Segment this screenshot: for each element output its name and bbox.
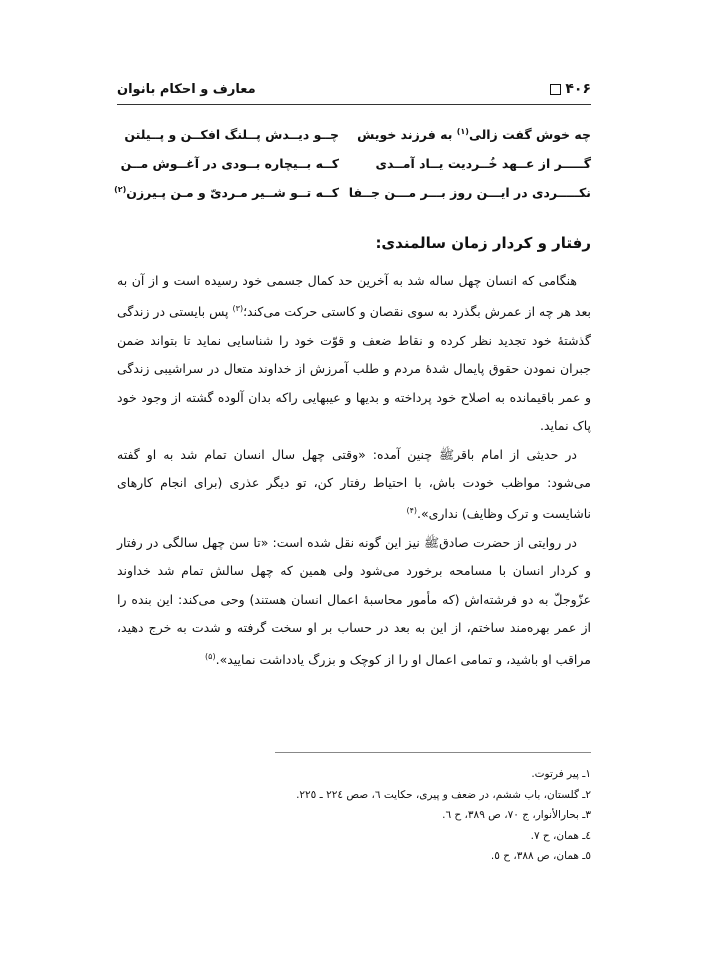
book-page (114, 78, 592, 878)
page-number: ۴۰۶ (565, 81, 591, 97)
footnote-divider (275, 752, 591, 753)
footnote: ١ـ پیر فرتوت. (531, 768, 591, 780)
poem (114, 120, 591, 207)
page-number-block (550, 81, 591, 97)
footnote: ٤ـ همان، ح ٧. (530, 829, 591, 842)
footnote-marker: (۱) (456, 126, 469, 136)
footnote: ٢ـ گلستان، باب ششم، در ضعف و پیری، حکایت ٦، صص ٢٢٤ ـ ٢٢٥. (296, 788, 591, 801)
book-title: معارف و احکام بانوان (117, 81, 256, 97)
verse-hemistich-right: گـــــر از عــهد خُــردیت یــاد آمــدی (375, 156, 591, 171)
poem-verse (114, 178, 591, 207)
header-divider (117, 104, 591, 105)
paragraph: در روایتی از حضرت صادقﷺ نیز این گونه نقل شده است: «تا سن چهل سالگی در رفتار و کردار انسان با مسامحه برخورد می‌شود ولی همین که چهل سالش تمام شد خداوند عزّوجلّ به دو فرشته‌اش (که مأمور محاسبهٔ اعمال انسان هستند) وحی می‌کند: این بنده را از عمر بهره‌مند ساختم، از این به بعد در حساب بر او سخت گرفته و شدت به خرج دهید، مراقب او باشید، و تمامی اعمال او را از کوچک و بزرگ یادداشت نمایید».$^{(۵)}$ (117, 534, 591, 667)
poem-verse (117, 149, 591, 178)
paragraph: هنگامی که انسان چهل ساله شد به آخرین حد کمال جسمی خود رسیده است و از آن به بعد هر چه از عمرش بگذرد به سوی نقصان و کاستی حرکت می‌کند؛$^{(۳)}$ پس بایستی در زندگی گذشتهٔ خود تجدید نظر کرده و نقاط ضعف و قوّت خود را شناسایی نماید تا بتواند ضمن جبران نمودن حقوق پایمال شدهٔ مردم و طلب آمرزش از خداوند متعال در سراشیبی زندگی و عمر باقیمانده به اصلاح خود پرداخته و بدیها و عیبهایی راکه بدان آلوده گشته از وجود خود پاک نماید. (117, 273, 592, 434)
verse-hemistich-left: چــو دیــدش پــلنگ افکــن و پــیلتن (124, 127, 339, 142)
verse-hemistich-right: چه خوش گفت زالی$^{(۱)}$ به فرزند خویش (357, 126, 591, 143)
footnotes (117, 764, 591, 867)
footnote-marker: (۲) (114, 184, 127, 194)
footnote-marker: (۴) (406, 506, 417, 516)
running-header (117, 78, 591, 100)
footnote-marker: (۵) (205, 651, 216, 661)
square-bullet-icon (550, 84, 561, 95)
verse-hemistich-right: نکـــــردی در ایـــن روز بـــر مـــن جــفا (348, 185, 591, 200)
footnote-marker: (۳) (232, 304, 244, 314)
verse-hemistich-left: کــه تــو شــیر مـردیّ و مـن پـیرزن$^{(۲)}$ (114, 184, 339, 201)
poem-verse (117, 120, 591, 149)
paragraph: در حدیثی از امام باقرﷺ چنین آمده: «وقتی چهل سال انسان تمام شد به او گفته می‌شود: مواظب خودت باش، با احتیاط رفتار کن، تو دیگر عذری (برای انجام کارهای ناشایست و ترک وظایف) نداری».$^{(۴)}$ (117, 446, 591, 522)
footnote: ٥ـ همان، ص ٣٨٨، ح ٥. (490, 850, 591, 862)
footnote: ٣ـ بحارالأنوار، ج ٧٠، ص ٣٨٩، ح ٦. (442, 809, 591, 821)
section-heading: رفتار و کردار زمان سالمندی: (375, 234, 591, 252)
verse-hemistich-left: کــه بــیچاره بــودی در آغــوش مــن (120, 156, 339, 171)
body-text (117, 267, 591, 674)
